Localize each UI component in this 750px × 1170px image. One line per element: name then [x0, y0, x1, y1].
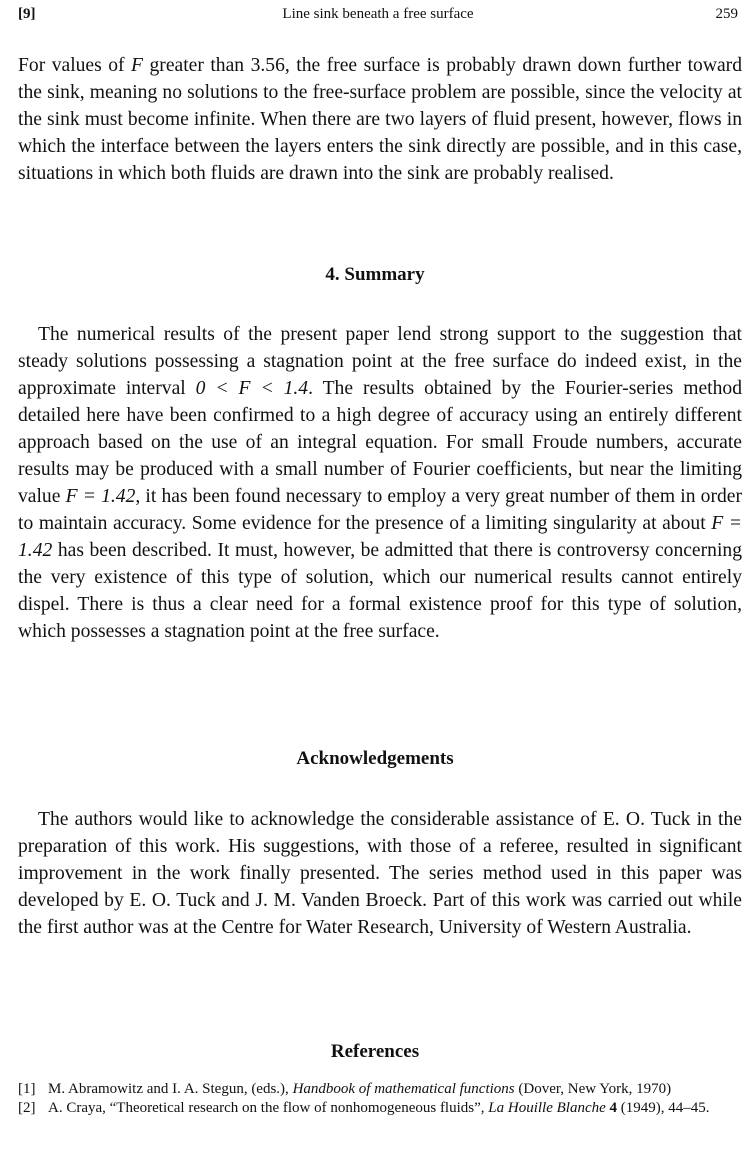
reference-volume: 4 [609, 1100, 618, 1116]
reference-authors: A. Craya, “Theoretical research on the flow of nonhomogeneous fluids”, [48, 1100, 489, 1116]
running-title: Line sink beneath a free surface [282, 6, 474, 22]
reference-publisher: (Dover, New York, 1970) [514, 1081, 672, 1097]
reference-pages: (1949), 44–45. [617, 1100, 710, 1116]
reference-label: [1] [18, 1081, 36, 1097]
summary-heading: 4. Summary [325, 264, 425, 285]
intro-variable-F: F [131, 55, 144, 76]
reference-authors: M. Abramowitz and I. A. Stegun, (eds.), [48, 1081, 293, 1097]
reference-label: [2] [18, 1100, 36, 1116]
summary-equation-limit: F = 1.42 [65, 486, 136, 507]
summary-text-4: has been described. It must, however, be admitted that there is controversy concerning the very existence of this type of solution, which our numerical results cannot entirely dispel. There is thus a clear need for a formal existence proof for this type of solution, which possesses a stagnation point at the free surface. [18, 540, 742, 642]
intro-text-2: greater than 3.56, the free surface is probably drawn down further toward the sink, meaning no solutions to the free-surface problem are possible, since the velocity at the sink must become infinite. When there are two layers of fluid present, however, flows in which the interface between the layers enters the sink directly are possible, and in this case, situations in which both fluids are drawn into the sink are probably realised. [18, 55, 742, 184]
summary-equation-interval: 0 < F < 1.4 [195, 378, 309, 399]
reference-item [18, 1099, 742, 1118]
acknowledgements-heading: Acknowledgements [296, 748, 454, 769]
summary-text-2: . The results obtained by the Fourier-series method detailed here have been confirmed to a high degree of accuracy using an entirely different approach based on the use of an integral equation. For small Froude numbers, accurate results may be produced with a small number of Fourier coefficients, but near the limiting value [18, 378, 743, 507]
running-header [18, 6, 738, 28]
summary-paragraph [18, 321, 742, 645]
reference-list [18, 1080, 742, 1118]
summary-text-1: The numerical results of the present paper lend strong support to the suggestion that steady solutions possessing a stagnation point at the free surface do indeed exist, in the approximate interval [18, 324, 742, 399]
references-heading: References [330, 1041, 420, 1062]
page-number: 259 [715, 6, 738, 22]
summary-equation-singularity: F = 1.42 [18, 513, 742, 561]
reference-title: Handbook of mathematical functions [292, 1081, 515, 1097]
reference-item [18, 1080, 742, 1099]
intro-paragraph [18, 52, 742, 187]
section-number: [9] [18, 6, 36, 22]
acknowledgements-paragraph: The authors would like to acknowledge the considerable assistance of E. O. Tuck in the preparation of this work. His suggestions, with those of a referee, resulted in significant improvement in the work finally presented. The series method used in this paper was developed by E. O. Tuck and J. M. Vanden Broeck. Part of this work was carried out while the first author was at the Centre for Water Research, University of Western Australia. [18, 809, 742, 938]
reference-journal: La Houille Blanche [488, 1100, 606, 1116]
intro-text-1: For values of [18, 55, 132, 76]
summary-text-3: , it has been found necessary to employ a very great number of them in order to maintain accuracy. Some evidence for the presence of a limiting singularity at about [18, 486, 742, 534]
